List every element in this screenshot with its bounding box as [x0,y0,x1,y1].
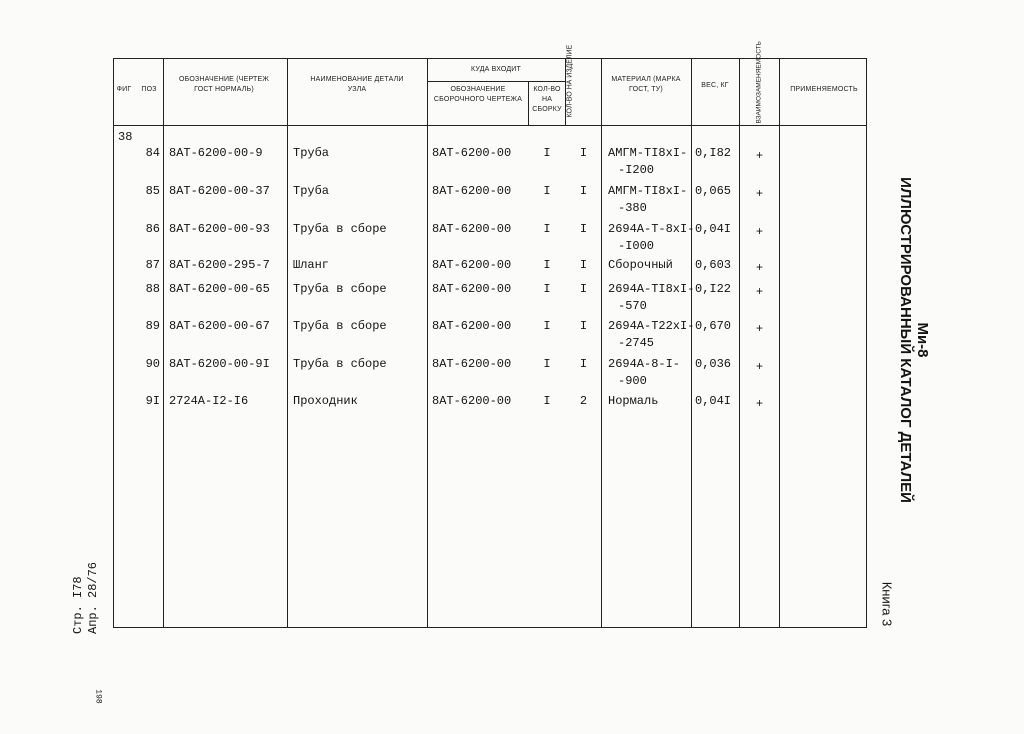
row-assembly: 8АТ-6200-00 [432,222,512,236]
row-qty-assembly: I [543,146,551,160]
catalog-title [895,175,931,505]
header-pos: ПОЗ [141,86,157,93]
row-designation: 8АТ-6200-00-67 [169,319,270,333]
row-qty-assembly: I [543,357,551,371]
row-qty-assembly: I [543,394,551,408]
row-material-cont: -I000 [618,239,655,253]
header-weight: ВЕС, КГ [701,82,729,89]
row-name: Шланг [293,258,330,272]
row-interchange: + [755,149,764,163]
row-qty-assembly: I [543,319,551,333]
row-pos: 9I [145,394,160,408]
row-material: АМГМ-TI8xI- [608,184,688,198]
row-weight: 0,I82 [695,146,732,160]
row-name: Труба в сборе [293,357,387,371]
header-name: НАИМЕНОВАНИЕ ДЕТАЛИ УЗЛА [310,76,404,93]
row-name: Труба в сборе [293,282,387,296]
row-interchange: + [755,360,764,374]
row-assembly: 8АТ-6200-00 [432,394,512,408]
row-designation: 8АТ-6200-00-65 [169,282,270,296]
header-designation: ОБОЗНАЧЕНИЕ (ЧЕРТЕЖ ГОСТ НОРМАЛЬ) [178,76,270,93]
row-weight: 0,04I [695,222,732,236]
page-number: Стр. I78 [71,576,85,635]
row-pos: 87 [145,258,160,272]
row-pos: 85 [145,184,160,198]
row-designation: 8АТ-6200-295-7 [169,258,270,272]
row-qty-assembly: I [543,222,551,236]
row-qty-assembly: I [543,258,551,272]
row-designation: 8АТ-6200-00-37 [169,184,270,198]
row-weight: 0,I22 [695,282,732,296]
row-qty-product: 2 [579,394,588,408]
row-weight: 0,603 [695,258,732,272]
row-weight: 0,036 [695,357,732,371]
row-qty-product: I [579,319,588,333]
row-qty-product: I [579,357,588,371]
row-designation: 8АТ-6200-00-93 [169,222,270,236]
title-model: Ми-8 [914,322,931,358]
figure-number: 38 [118,130,133,144]
row-designation: 8АТ-6200-00-9I [169,357,270,371]
header-qty-assembly: КОЛ-ВО НА СБОРКУ [532,86,562,113]
row-assembly: 8АТ-6200-00 [432,258,512,272]
row-qty-assembly: I [543,282,551,296]
row-material-cont: -2745 [618,336,655,350]
header-assembly-drawing: ОБОЗНАЧЕНИЕ СБОРОЧНОГО ЧЕРТЕЖА [433,86,523,103]
table-row [114,393,868,427]
row-assembly: 8АТ-6200-00 [432,357,512,371]
row-material-cont: -380 [618,201,647,215]
row-assembly: 8АТ-6200-00 [432,282,512,296]
row-pos: 86 [145,222,160,236]
row-weight: 0,04I [695,394,732,408]
row-material: АМГМ-TI8xI- [608,146,688,160]
row-material: Нормаль [608,394,659,408]
row-material-cont: -900 [618,374,647,388]
row-material: Сборочный [608,258,673,272]
header-material: МАТЕРИАЛ (МАРКА ГОСТ, ТУ) [611,76,681,93]
row-material-cont: -I200 [618,163,655,177]
header-qty-product: КОЛ-ВО НА ИЗДЕЛИЕ [566,44,574,118]
row-material-cont: -570 [618,299,647,313]
row-pos: 90 [145,357,160,371]
row-pos: 89 [145,319,160,333]
table-row [114,145,868,179]
row-interchange: + [755,322,764,336]
header-interchangeability: ВЗАИМОЗАМЕНЯЕМОСТЬ [755,41,763,124]
row-material: 2694А-T22xI- [608,319,695,333]
row-qty-product: I [579,222,588,236]
row-name: Проходник [293,394,358,408]
row-name: Труба в сборе [293,319,387,333]
row-pos: 88 [145,282,160,296]
row-name: Труба [293,146,330,160]
row-designation: 2724А-I2-I6 [169,394,249,408]
scan-number: 198 [93,689,103,704]
table-row [114,221,868,255]
row-assembly: 8АТ-6200-00 [432,319,512,333]
row-interchange: + [755,225,764,239]
row-name: Труба [293,184,330,198]
row-name: Труба в сборе [293,222,387,236]
header-applicability: ПРИМЕНЯЕМОСТЬ [790,86,858,93]
row-assembly: 8АТ-6200-00 [432,146,512,160]
table-row [114,356,868,390]
table-row [114,183,868,217]
page-info [71,562,101,634]
row-assembly: 8АТ-6200-00 [432,184,512,198]
row-qty-assembly: I [543,184,551,198]
row-qty-product: I [579,146,588,160]
row-interchange: + [755,261,764,275]
row-designation: 8АТ-6200-00-9 [169,146,263,160]
row-interchange: + [755,285,764,299]
row-weight: 0,670 [695,319,732,333]
table-row [114,318,868,352]
header-fig: ФИГ [116,86,132,93]
row-material: 2694А-TI8xI- [608,282,695,296]
book-number: Книга 3 [879,581,895,627]
table-row [114,281,868,315]
header-where-used: КУДА ВХОДИТ [471,66,521,73]
page-date: Апр. 28/76 [86,561,100,635]
title-catalog: ИЛЛЮСТРИРОВАННЫЙ КАТАЛОГ ДЕТАЛЕЙ [897,177,914,503]
row-interchange: + [755,187,764,201]
parts-table [113,41,867,628]
row-weight: 0,065 [695,184,732,198]
row-qty-product: I [579,258,588,272]
row-material: 2694А-8-I- [608,357,681,371]
row-pos: 84 [145,146,160,160]
row-interchange: + [755,397,764,411]
row-qty-product: I [579,184,588,198]
row-qty-product: I [579,282,588,296]
row-material: 2694А-Т-8xI- [608,222,695,236]
